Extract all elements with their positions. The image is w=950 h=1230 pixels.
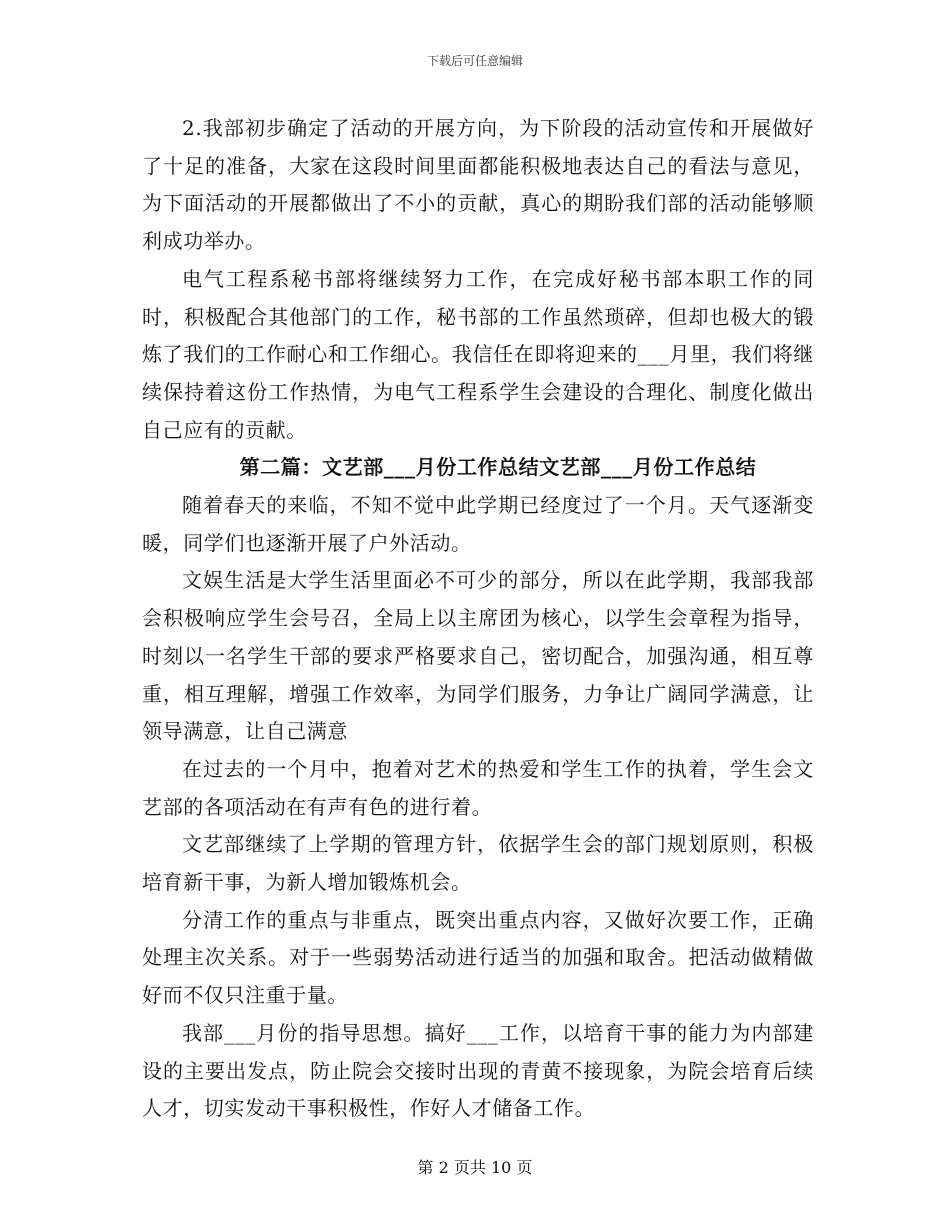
page-footer: 第 2 页共 10 页 [417, 1158, 533, 1177]
paragraph: 在过去的一个月中，抱着对艺术的热爱和学生工作的执着，学生会文艺部的各项活动在有声有色的进行着。 [142, 756, 814, 819]
paragraph: 我部___月份的指导思想。搞好___工作，以培育干事的能力为内部建设的主要出发点，防止院会交接时出现的青黄不接现象，为院会培育后续人才，切实发动干事积极性，作好人才储备工作。 [142, 1020, 814, 1121]
document-body [142, 110, 814, 1128]
paragraph: 文娱生活是大学生活里面必不可少的部分，所以在此学期，我部我部会积极响应学生会号召，全局上以主席团为核心，以学生会章程为指导，时刻以一名学生干部的要求严格要求自己，密切配合，加强沟通，相互尊重，相互理解，增强工作效率，为同学们服务，力争让广阔同学满意，让领导满意，让自己满意 [142, 568, 814, 744]
paragraph: 2.我部初步确定了活动的开展方向，为下阶段的活动宣传和开展做好了十足的准备，大家在这段时间里面都能积极地表达自己的看法与意见，为下面活动的开展都做出了不小的贡献，真心的期盼我们部的活动能够顺利成功举办。 [142, 116, 814, 254]
paragraph: 随着春天的来临，不知不觉中此学期已经度过了一个月。天气逐渐变暖，同学们也逐渐开展了户外活动。 [142, 493, 814, 555]
section-heading: 第二篇：文艺部___月份工作总结文艺部___月份工作总结 [239, 455, 757, 480]
paragraph: 电气工程系秘书部将继续努力工作，在完成好秘书部本职工作的同时，积极配合其他部门的工作，秘书部的工作虽然琐碎，但却也极大的锻炼了我们的工作耐心和工作细心。我信任在即将迎来的___月里，我们将继续保持着这份工作热情，为电气工程系学生会建设的合理化、制度化做出自己应有的贡献。 [142, 266, 814, 442]
paragraph: 文艺部继续了上学期的管理方针，依据学生会的部门规划原则，积极培育新干事，为新人增加锻炼机会。 [142, 832, 814, 895]
page-header: 下载后可任意编辑 [426, 54, 523, 68]
paragraph: 分清工作的重点与非重点，既突出重点内容，又做好次要工作，正确处理主次关系。对于一些弱势活动进行适当的加强和取舍。把活动做精做好而不仅只注重于量。 [142, 907, 814, 1008]
